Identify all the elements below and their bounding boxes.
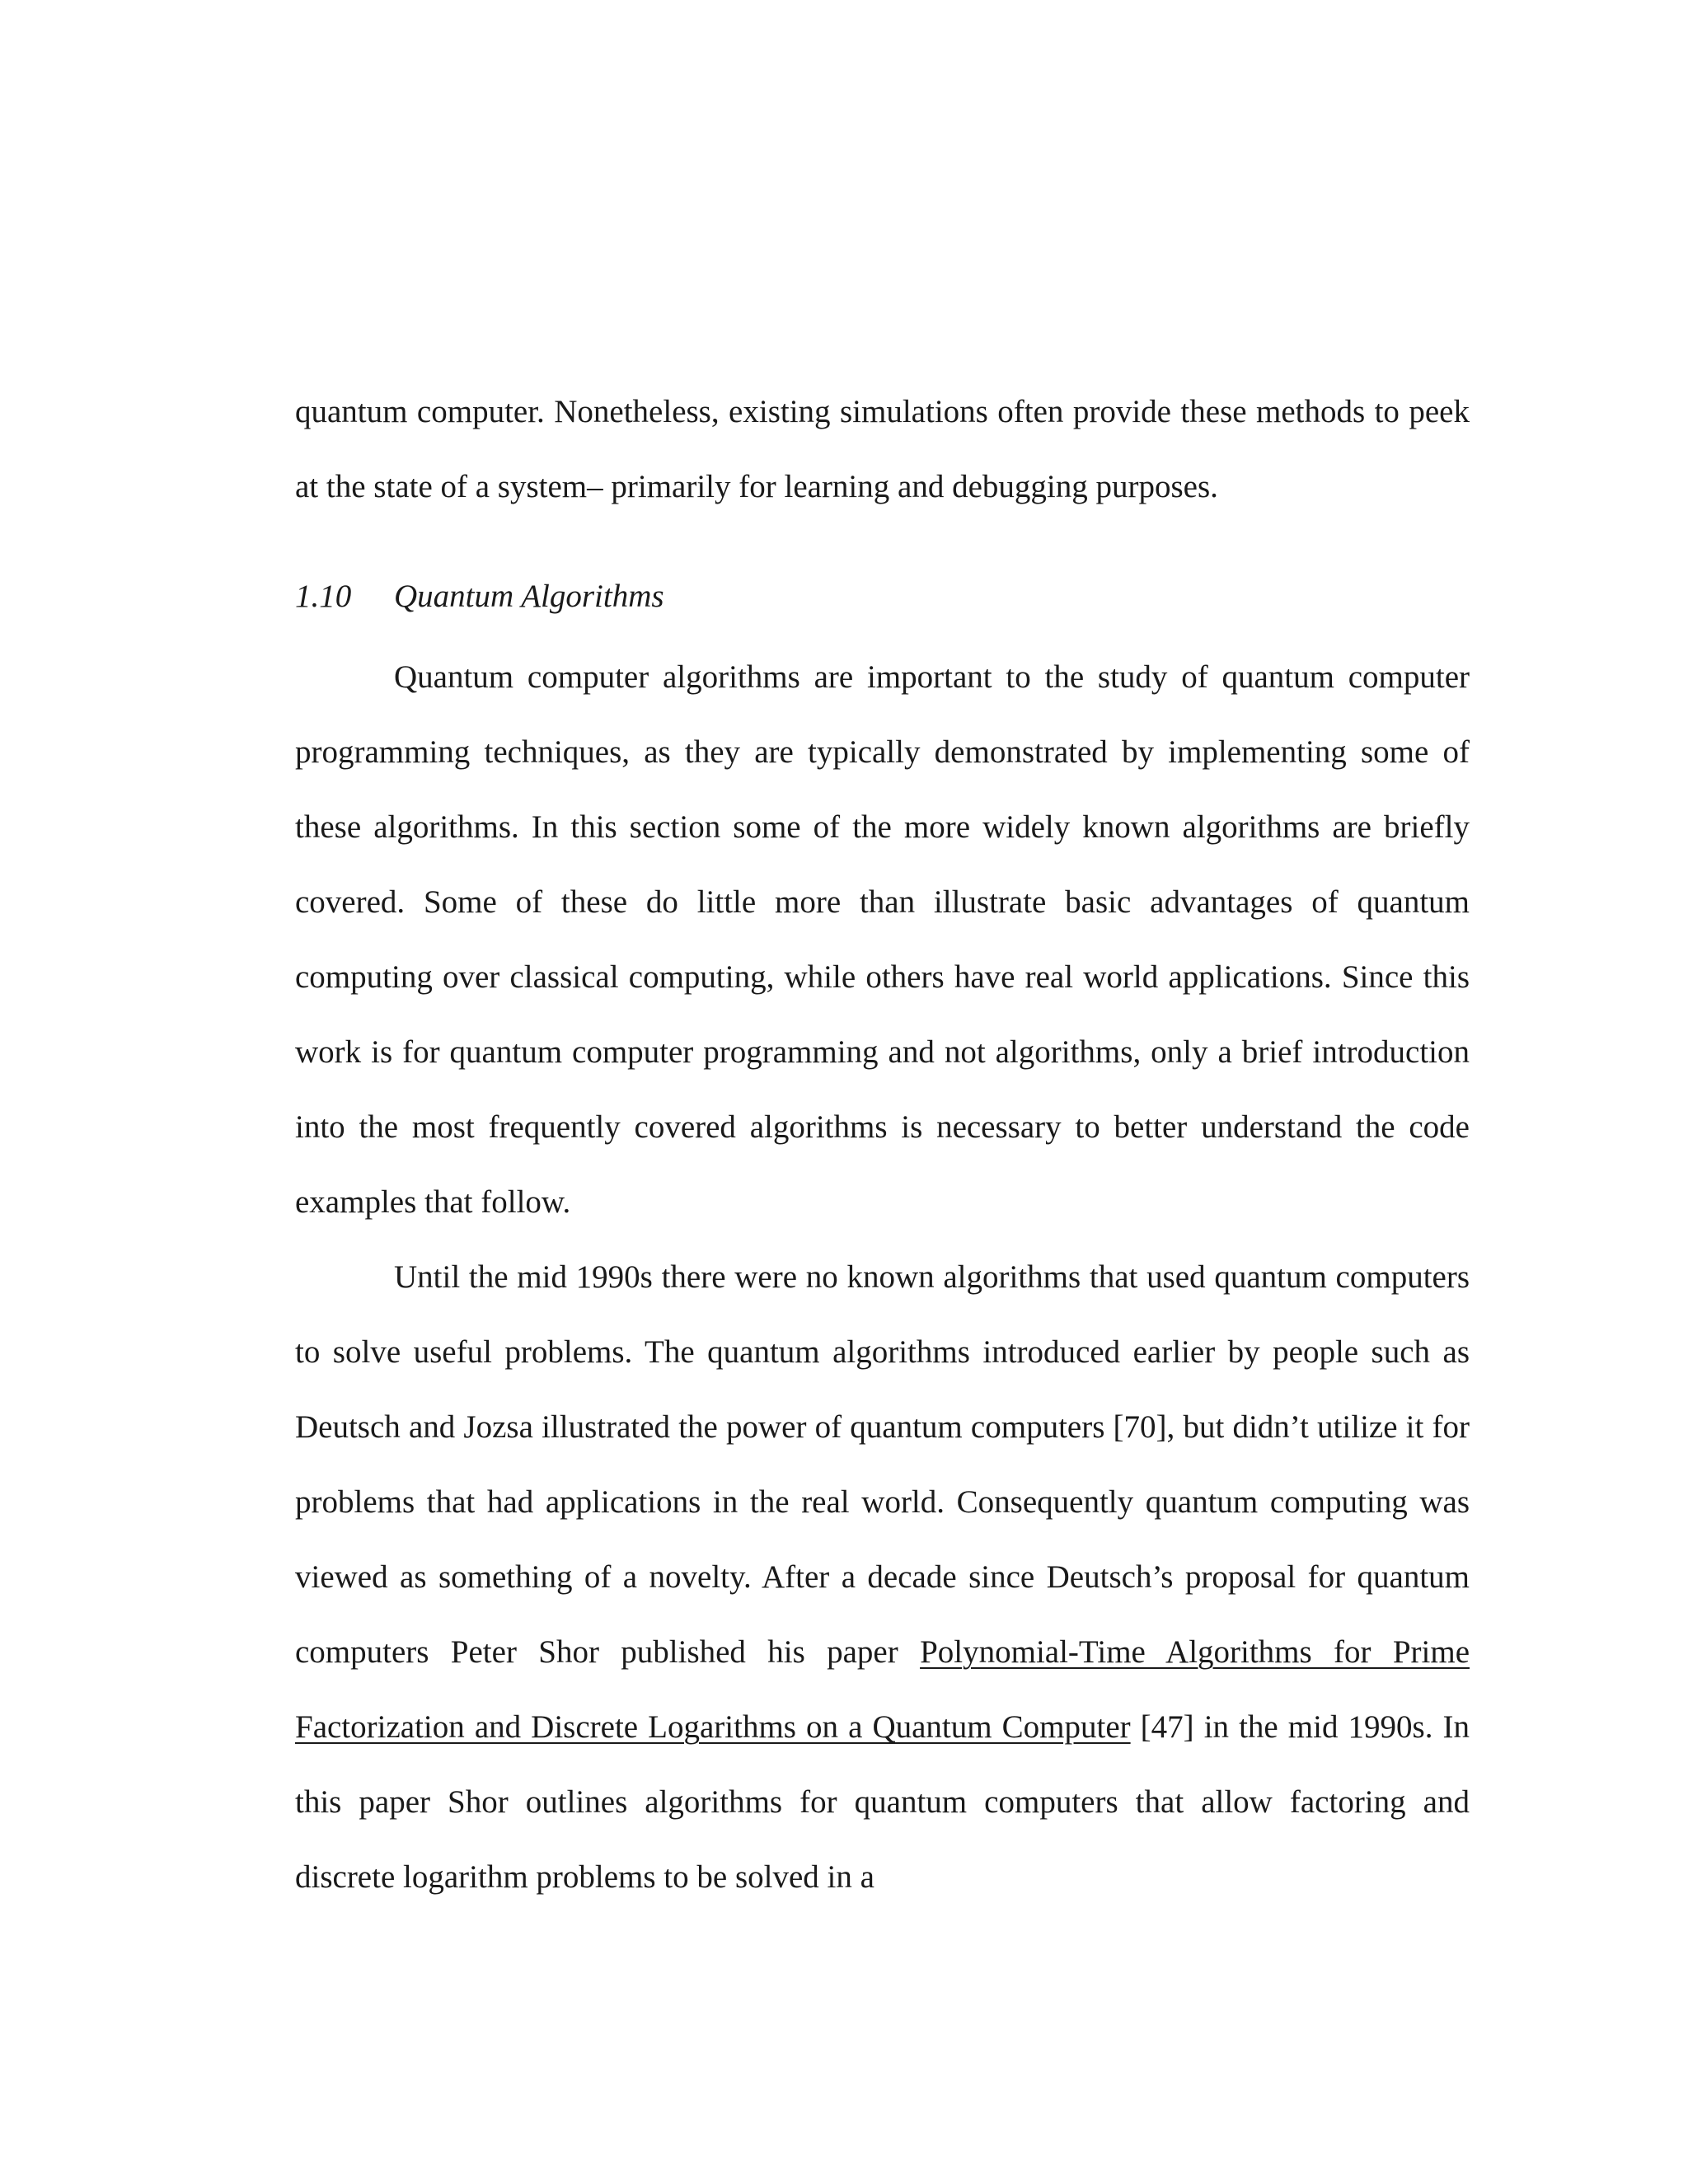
section-body [295, 640, 1470, 1915]
section-title: Quantum Algorithms [394, 579, 664, 614]
paragraph-text-after-title: [47] in the mid 1990s. In this paper Shor outlines algorithms for quantum computers that allow factoring and discrete logarithm problems to be solved in a [295, 1709, 1470, 1895]
paragraph-text-before-title: Until the mid 1990s there were no known algorithms that used quantum computers to solve useful problems. The quantum algorithms introduced earlier by people such as Deutsch and Jozsa illustrated the power of quantum computers [70], but didn’t utilize it for problems that had applications in the real world. Consequently quantum computing was viewed as something of a novelty. After a decade since Deutsch’s proposal for quantum computers Peter Shor published his paper [295, 1259, 1470, 1670]
section-heading [295, 572, 664, 621]
intro-paragraph: quantum computer. Nonetheless, existing simulations often provide these methods to peek at the state of a system– primarily for learning and debugging purposes. [295, 394, 1470, 504]
intro-paragraph-container [295, 374, 1470, 524]
paragraph-algorithms-intro: Quantum computer algorithms are important to the study of quantum computer programming techniques, as they are typically demonstrated by implementing some of these algorithms. In this section some of the more widely known algorithms are briefly covered. Some of these do little more than illustrate basic advantages of quantum computing over classical computing, while others have real world applications. Since this work is for quantum computer programming and not algorithms, only a brief introduction into the most frequently covered algorithms is necessary to better understand the code examples that follow. [295, 659, 1470, 1220]
paper-title-reference: Polynomial-Time Algorithms for Prime Factorization and Discrete Logarithms on a Quantum Computer [295, 1634, 1470, 1745]
section-number: 1.10 [295, 579, 352, 614]
paragraph-shor-history [295, 1240, 1470, 1915]
